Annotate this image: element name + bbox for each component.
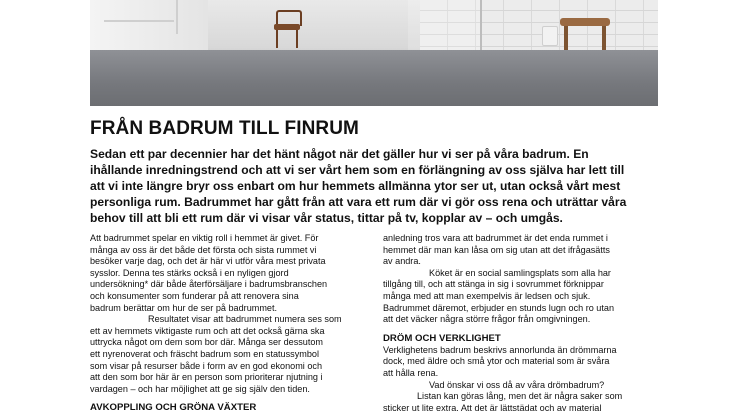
ingress-line: Sedan ett par decennier har det hänt något när det gäller hur vi ser på våra badrum. En bbox=[90, 147, 589, 161]
ingress-line: personliga rum. Badrummet har gått från att vara ett rum där vi gör oss rena och uträttar våra bbox=[90, 195, 627, 210]
text-line: besöker varje dag, och det är här vi utför våra mest privata bbox=[90, 256, 326, 267]
text-line: sticker ut lite extra. Att det är lättstädat och av material bbox=[383, 402, 602, 413]
bathroom-photo bbox=[90, 0, 658, 106]
text-line: många av oss är det både det första och sista rummet vi bbox=[90, 244, 317, 255]
text-line: badrum berättar om hur de ser på badrummet. bbox=[90, 302, 278, 313]
wooden-stool bbox=[560, 18, 610, 50]
text-line: av andra. bbox=[383, 256, 421, 267]
text-line: dock, med äldre och små ytor och material som är svåra bbox=[383, 356, 610, 367]
bucket bbox=[542, 26, 558, 46]
body-paragraph bbox=[383, 345, 659, 380]
article-ingress bbox=[90, 146, 662, 226]
section-heading: AVKOPPLING OCH GRÖNA VÄXTER bbox=[90, 402, 257, 414]
body-paragraph bbox=[383, 380, 659, 415]
left-column bbox=[90, 233, 366, 414]
text-line: Badrummet däremot, erbjuder en stunds lugn och ro utan bbox=[383, 302, 615, 313]
text-line: ett nyrenoverat och fräscht badrum som en statussymbol bbox=[90, 348, 319, 359]
text-line: Listan kan göras lång, men det är några saker som bbox=[417, 391, 623, 402]
ingress-line: behov till att bli ett rum där vi visar vår status, tittar på tv, kopplar av – och umgås. bbox=[90, 211, 563, 226]
section-heading: DRÖM OCH VERKLIGHET bbox=[383, 332, 501, 344]
text-line: ett av hemmets viktigaste rum och att det också gärna ska bbox=[90, 325, 325, 336]
text-line: uttrycka något om dem som bor där. Många ser dessutom bbox=[90, 337, 324, 348]
text-line: sysslor. Denna tes stärks också i en nyligen gjord bbox=[90, 267, 289, 278]
text-line: att det väcker några större frågor från omgivningen. bbox=[383, 314, 591, 325]
body-paragraph bbox=[90, 314, 366, 395]
body-paragraph bbox=[383, 233, 659, 268]
text-line: undersökning* där både återförsäljare i badrumsbranschen bbox=[90, 279, 328, 290]
text-line: som visar på resurser både i form av en god ekonomi och bbox=[90, 360, 323, 371]
text-line: Köket är en social samlingsplats som alla har bbox=[429, 267, 611, 278]
text-line: vardagen – och har möjlighet att ge sig själv den tiden. bbox=[90, 383, 310, 394]
wooden-chair bbox=[270, 10, 304, 48]
article-title: FRÅN BADRUM TILL FINRUM bbox=[90, 118, 359, 139]
body-paragraph bbox=[90, 233, 366, 314]
text-line: Verklighetens badrum beskrivs annorlunda än drömmarna bbox=[383, 344, 617, 355]
text-line: och konsumenter som funderar på att renovera sina bbox=[90, 290, 299, 301]
right-column bbox=[383, 233, 659, 414]
text-line: Resultatet visar att badrummet numera ses som bbox=[148, 314, 342, 325]
text-line: Att badrummet spelar en viktig roll i hemmet är givet. För bbox=[90, 233, 319, 243]
ingress-line: ihållande inredningstrend och att vi ser vårt hem som en förlängning av oss själva har lett till bbox=[90, 163, 625, 178]
bathroom-cabinet bbox=[90, 0, 208, 55]
text-line: hemmet där man kan låsa om sig utan att det ifrågasätts bbox=[383, 244, 610, 255]
text-line: tillgång till, och att stänga in sig i sovrummet förknippar bbox=[383, 279, 604, 290]
text-line: att hålla rena. bbox=[383, 367, 439, 378]
concrete-floor bbox=[90, 50, 658, 106]
text-line: Vad önskar vi oss då av våra drömbadrum? bbox=[429, 379, 605, 390]
body-paragraph bbox=[383, 268, 659, 326]
text-line: att den som bor här är en person som prioriterar njutning i bbox=[90, 372, 323, 383]
ingress-line: att vi inte längre bryr oss enbart om hur hemmets allmänna ytor ser ut, utan också vårt mest bbox=[90, 179, 621, 194]
text-line: många med att man exempelvis är ledsen och sjuk. bbox=[383, 290, 591, 301]
text-line: anledning tros vara att badrummet är det enda rummet i bbox=[383, 233, 608, 243]
